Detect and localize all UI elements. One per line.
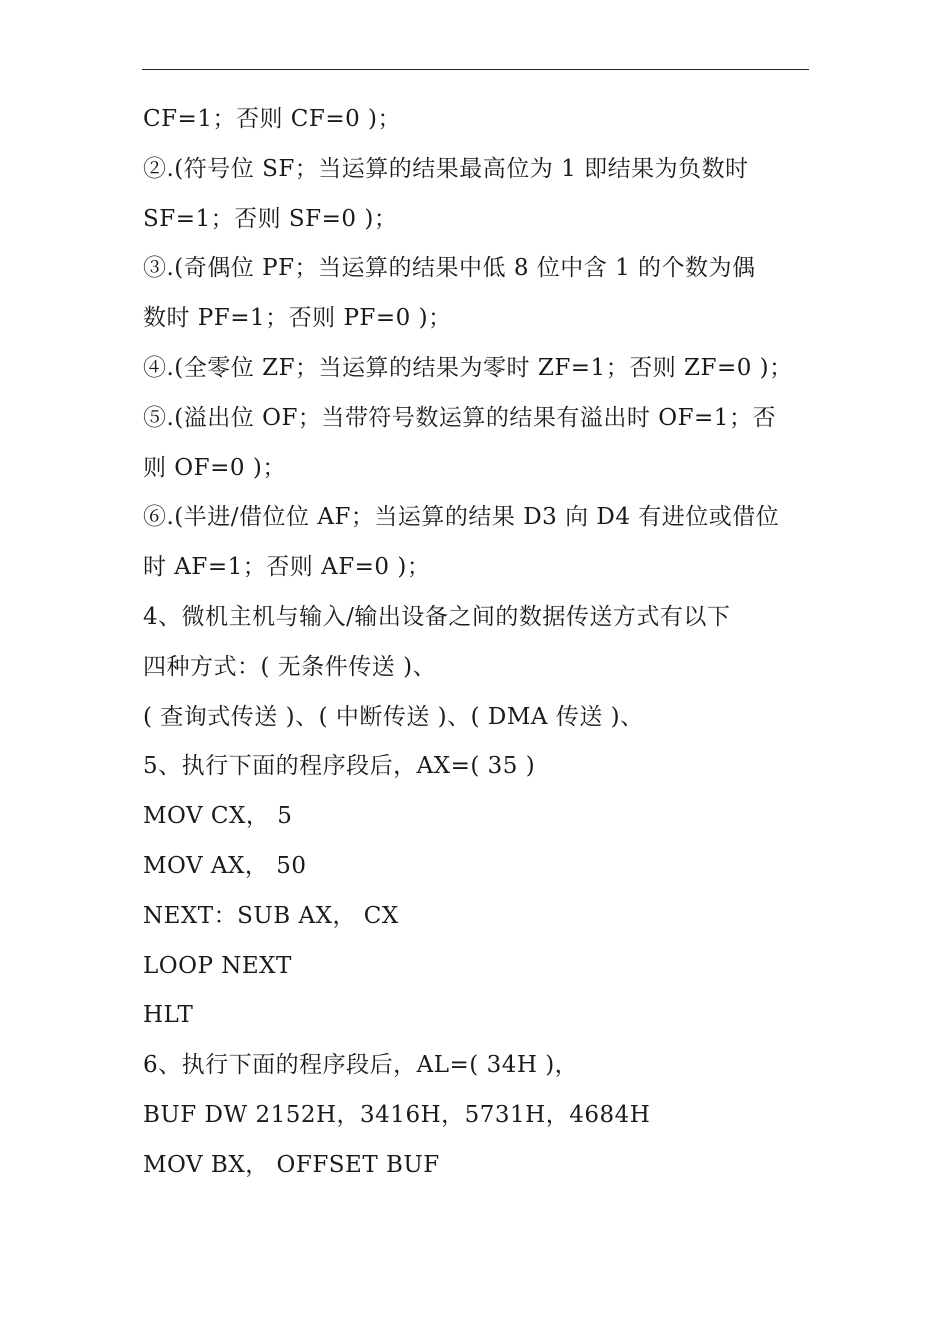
text-line: 时 AF=1；否则 AF=0 )；	[143, 554, 431, 581]
text-line: 则 OF=0 )；	[143, 454, 286, 481]
code-line: BUF DW 2152H，3416H，5731H，4684H	[143, 1101, 651, 1128]
text-line: 四种方式：( 无条件传送 )、	[143, 653, 437, 680]
text-line: ⑥.(半进/借位位 AF；当运算的结果 D3 向 D4 有进位或借位	[143, 504, 780, 531]
code-line: MOV CX， 5	[143, 803, 293, 830]
text-line: CF=1；否则 CF=0 )；	[143, 106, 402, 132]
text-line: SF=1；否则 SF=0 )；	[143, 205, 398, 232]
code-line: MOV AX， 50	[143, 852, 307, 879]
code-line: LOOP NEXT	[143, 952, 292, 979]
text-line: 数时 PF=1；否则 PF=0 )；	[143, 305, 452, 332]
text-line: ⑤.(溢出位 OF；当带符号数运算的结果有溢出时 OF=1；否	[143, 404, 776, 431]
text-line: ②.(符号位 SF；当运算的结果最高位为 1 即结果为负数时	[143, 155, 749, 182]
text-line: 6、执行下面的程序段后，AL=( 34H )，	[143, 1052, 579, 1079]
code-line: MOV BX， OFFSET BUF	[143, 1151, 440, 1178]
header-rule	[142, 69, 809, 70]
text-line: ( 查询式传送 )、( 中断传送 )、( DMA 传送 )、	[143, 703, 644, 730]
text-line: ③.(奇偶位 PF；当运算的结果中低 8 位中含 1 的个数为偶	[143, 255, 756, 282]
code-line: NEXT：SUB AX， CX	[143, 902, 399, 929]
document-body	[143, 95, 813, 1191]
text-line: 5、执行下面的程序段后，AX=( 35 )	[143, 753, 536, 780]
code-line: HLT	[143, 1002, 194, 1029]
text-line: 4、微机主机与输入/输出设备之间的数据传送方式有以下	[143, 603, 731, 630]
text-line: ④.(全零位 ZF；当运算的结果为零时 ZF=1；否则 ZF=0 )；	[143, 354, 793, 381]
